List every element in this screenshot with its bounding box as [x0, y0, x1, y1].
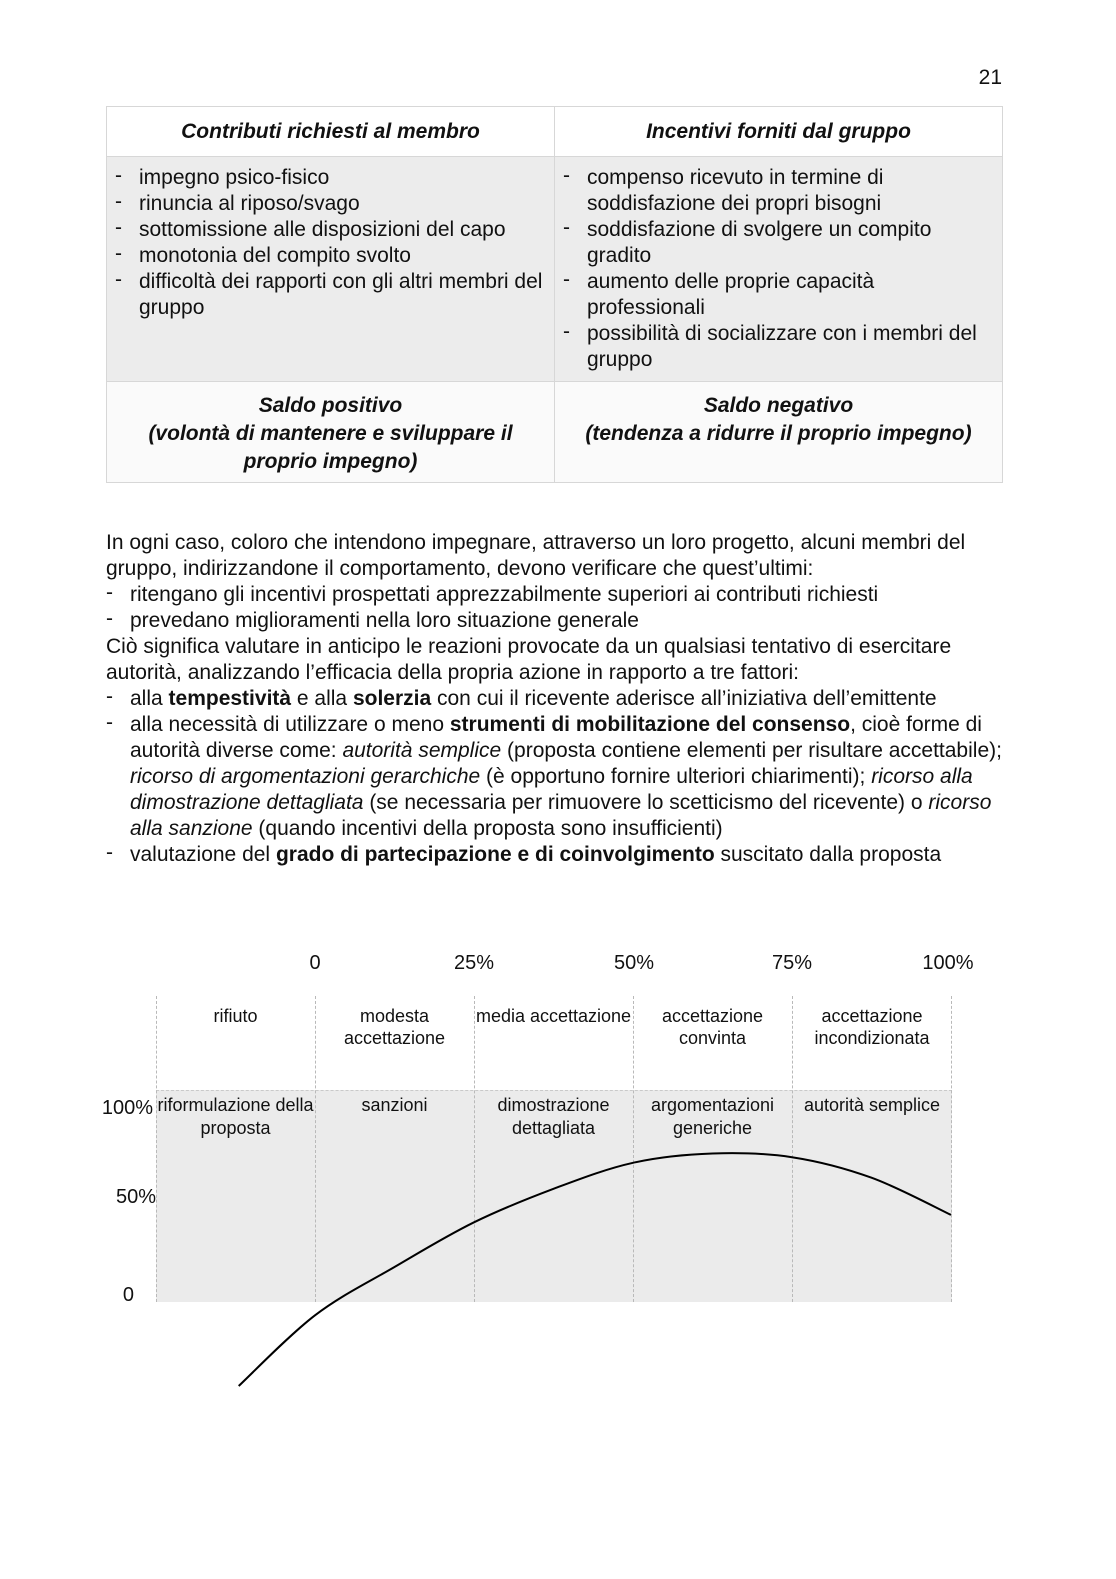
text-run: alla [130, 687, 169, 710]
paragraph-factors: Ciò significa valutare in anticipo le reazioni provocate da un qualsiasi tentativo di esercitare autorità, analizzando l’efficacia della propria azione in rapporto a tre fattori: [106, 635, 952, 684]
authority-form-label: argomentazioni generiche [633, 1090, 792, 1302]
bold-term: grado di partecipazione e di coinvolgimento [275, 843, 715, 866]
acceptance-level-label: rifiuto [156, 996, 315, 1090]
x-tick-label: 0 [309, 952, 321, 974]
positive-balance-title: Saldo positivo [258, 394, 403, 417]
italic-term: ricorso alla sanzione [130, 791, 992, 840]
text-run: con cui il ricevente aderisce all’iniziativa dell’emittente [431, 687, 937, 710]
bold-term: tempestività [168, 687, 292, 710]
x-tick-label: 25% [453, 952, 495, 974]
list-item: - possibilità di socializzare con i membri del gruppo [563, 321, 992, 373]
acceptance-curve [239, 1153, 951, 1386]
x-tick-label: 75% [771, 952, 813, 974]
authority-form-label: sanzioni [315, 1090, 474, 1302]
list-item: - soddisfazione di svolgere un compito gradito [563, 217, 992, 269]
list-item: - aumento delle proprie capacità professionali [563, 269, 992, 321]
page-number: 21 [978, 66, 1002, 89]
x-tick-label: 100% [922, 952, 974, 974]
authority-form-label: dimostrazione dettagliata [474, 1090, 633, 1302]
italic-term: ricorso alla dimostrazione dettagliata [130, 765, 973, 814]
bold-term: strumenti di mobilitazione del consenso [449, 713, 851, 736]
y-tick-label: 50% [115, 1186, 156, 1208]
y-tick-label: 100% [101, 1097, 153, 1119]
text-run: alla necessità di utilizzare o meno [130, 713, 450, 736]
authority-form-label: autorità semplice [792, 1090, 952, 1302]
list-item: - difficoltà dei rapporti con gli altri membri del gruppo [115, 269, 544, 321]
bold-term: solerzia [352, 687, 432, 710]
negative-balance-text: (tendenza a ridurre il proprio impegno) [585, 422, 972, 445]
italic-term: ricorso di argomentazioni gerarchiche [130, 765, 481, 788]
header-contributions: Contributi richiesti al membro [107, 107, 555, 157]
authority-form-label: riformulazione della proposta [156, 1090, 315, 1302]
list-item: - ritengano gli incentivi prospettati apprezzabilmente superiori ai contributi richiesti [106, 582, 1006, 608]
paragraph-intro: In ogni caso, coloro che intendono impegnare, attraverso un loro progetto, alcuni membri del gruppo, indirizzandone il comportamento, devono verificare che quest’ultimi: [106, 531, 966, 580]
y-tick-label: 0 [122, 1284, 134, 1306]
list-item: - impegno psico-fisico [115, 165, 544, 191]
text-run: e alla [291, 687, 353, 710]
acceptance-level-label: accettazione incondizionata [792, 996, 952, 1090]
text-run: (è opportuno fornire ulteriori chiarimenti); [480, 765, 872, 788]
list-item: - prevedano miglioramenti nella loro situazione generale [106, 608, 1006, 634]
text-run: suscitato dalla proposta [714, 843, 942, 866]
acceptance-level-label: modesta accettazione [315, 996, 474, 1090]
positive-balance-text: (volontà di mantenere e sviluppare il proprio impegno) [148, 422, 513, 473]
list-item: - monotonia del compito svolto [115, 243, 544, 269]
negative-balance-title: Saldo negativo [703, 394, 854, 417]
italic-term: autorità semplice [342, 739, 502, 762]
acceptance-level-label: accettazione convinta [633, 996, 792, 1090]
text-run: (se necessaria per rimuovere lo scetticismo del ricevente) o [363, 791, 929, 814]
list-item: - compenso ricevuto in termine di soddisfazione dei propri bisogni [563, 165, 992, 217]
text-run: , cioè forme di autorità diverse come: [130, 713, 982, 762]
x-tick-label: 50% [613, 952, 655, 974]
text-run: valutazione del [130, 843, 276, 866]
text-run: (proposta contiene elementi per risultare accettabile); [501, 739, 1002, 762]
list-item: - sottomissione alle disposizioni del capo [115, 217, 544, 243]
acceptance-level-label: media accettazione [474, 996, 633, 1090]
header-incentives: Incentivi forniti dal gruppo [555, 107, 1003, 157]
text-run: (quando incentivi della proposta sono insufficienti) [252, 817, 723, 840]
list-item: - rinuncia al riposo/svago [115, 191, 544, 217]
